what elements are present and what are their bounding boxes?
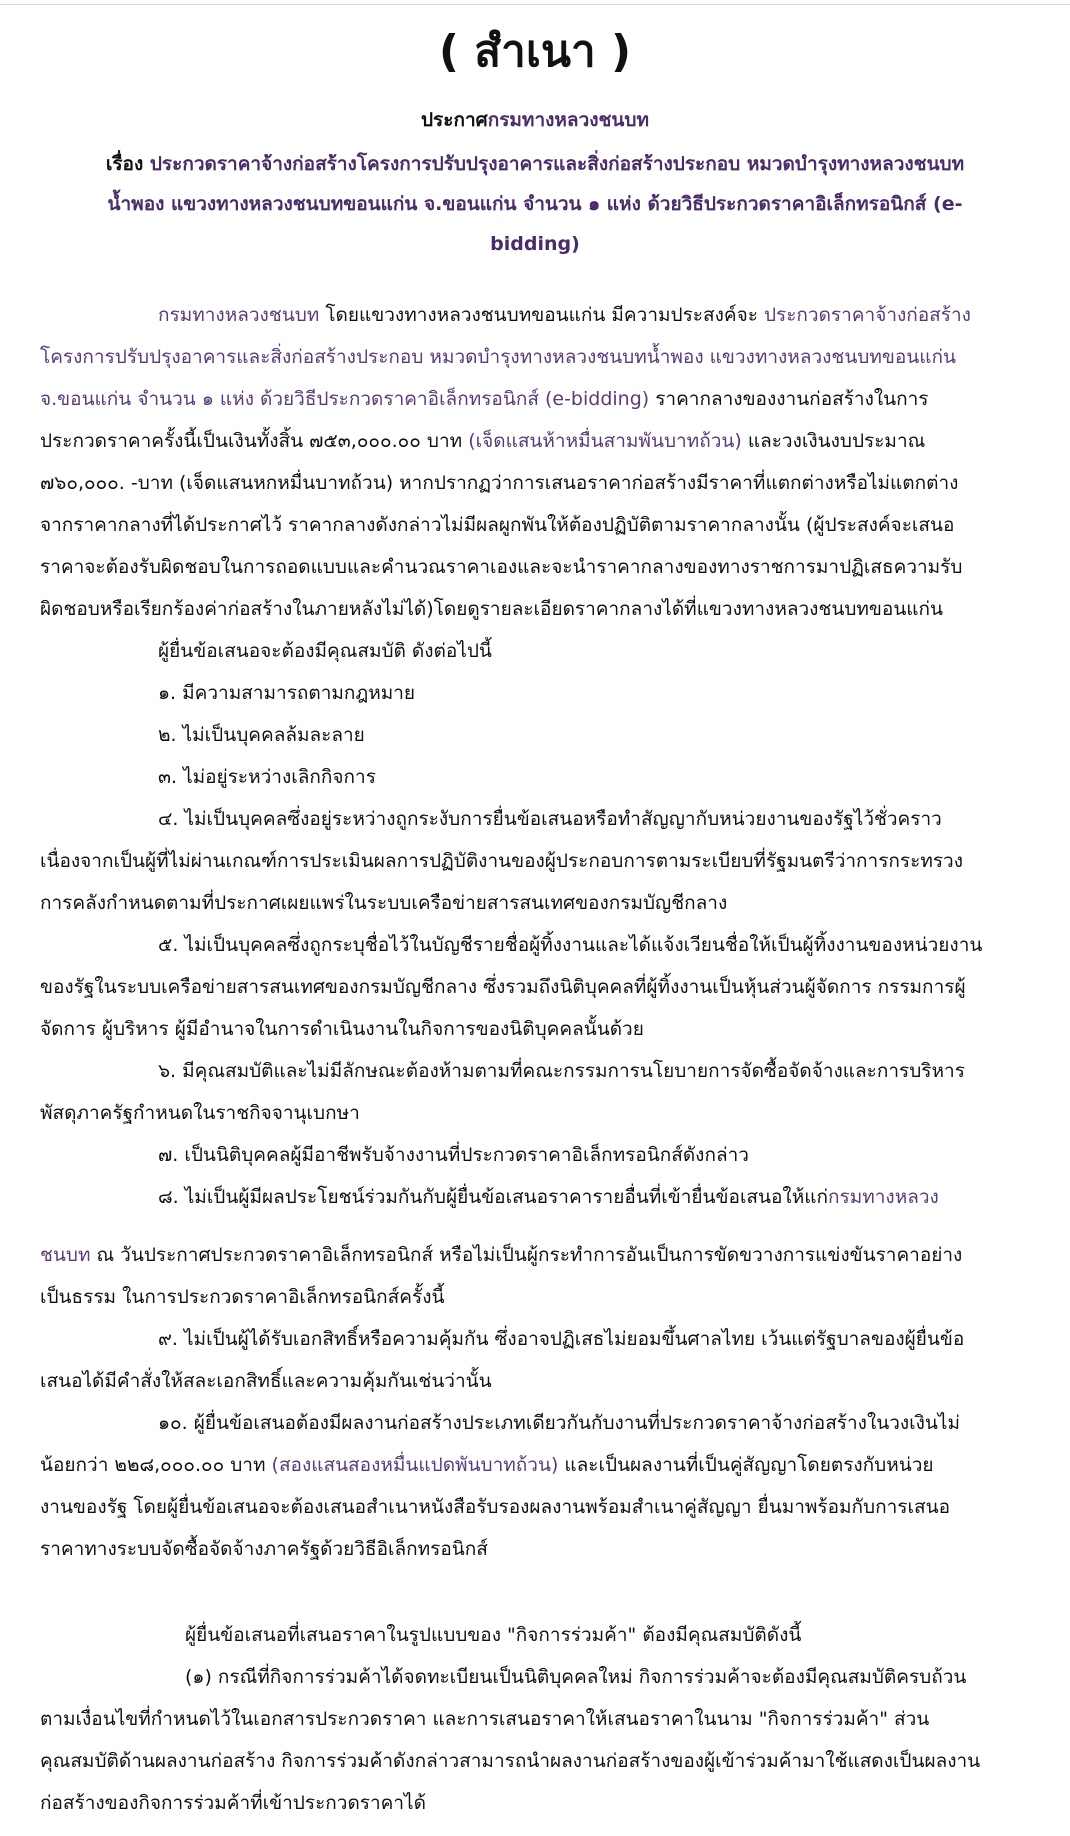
subject-line-1: เรื่อง ประกวดราคาจ้างก่อสร้างโครงการปรับปรุงอาคารและสิ่งก่อสร้างประกอบ หมวดบำรุงทางหลวงชนบท — [105, 153, 965, 175]
qualifications-lead: ผู้ยื่นข้อเสนอจะต้องมีคุณสมบัติ ดังต่อไปนี้ — [158, 640, 492, 662]
qualification-9-line-2: เสนอได้มีคำสั่งให้สละเอกสิทธิ์และความคุ้มกันเช่นว่านั้น — [40, 1370, 492, 1392]
announcement-heading — [40, 100, 1030, 140]
intro-line-3: จ.ขอนแก่น จำนวน ๑ แห่ง ด้วยวิธีประกวดราคาอิเล็กทรอนิกส์ (e-bidding) ราคากลางของงานก่อสร้างในการ — [40, 388, 929, 410]
subject-line-2: น้ำพอง แขวงทางหลวงชนบทขอนแก่น จ.ขอนแก่น จำนวน ๑ แห่ง ด้วยวิธีประกวดราคาอิเล็กทรอนิกส์ (e- — [107, 193, 963, 215]
qualification-6-line-1: ๖. มีคุณสมบัติและไม่มีลักษณะต้องห้ามตามที่คณะกรรมการนโยบายการจัดซื้อจัดจ้างและการบริหาร — [158, 1060, 965, 1082]
copy-label: ( สำเนา ) — [438, 26, 632, 77]
qualification-5-line-1: ๕. ไม่เป็นบุคคลซึ่งถูกระบุชื่อไว้ในบัญชีรายชื่อผู้ทิ้งงานและได้แจ้งเวียนชื่อให้เป็นผู้ทิ้งงานของหน่วยงาน — [158, 934, 983, 956]
qualification-5-line-3: จัดการ ผู้บริหาร ผู้มีอำนาจในการดำเนินงานในกิจการของนิติบุคคลนั้นด้วย — [40, 1018, 644, 1040]
intro-line-2: โครงการปรับปรุงอาคารและสิ่งก่อสร้างประกอบ หมวดบำรุงทางหลวงชนบทน้ำพอง แขวงทางหลวงชนบทขอนแก่น — [40, 346, 957, 368]
subject-label: เรื่อง — [105, 153, 144, 175]
announcer-prefix: ประกาศ — [420, 109, 488, 131]
joint-venture-1-line-3: คุณสมบัติด้านผลงานก่อสร้าง กิจการร่วมค้าดังกล่าวสามารถนำผลงานก่อสร้างของผู้เข้าร่วมค้ามาใช้แสดงเป็นผลงาน — [40, 1750, 981, 1772]
qualification-8-line-1: ๘. ไม่เป็นผู้มีผลประโยชน์ร่วมกันกับผู้ยื่นข้อเสนอราคารายอื่นที่เข้ายื่นข้อเสนอให้แก่กรมทางหลวง — [158, 1186, 939, 1208]
qualification-4-line-1: ๔. ไม่เป็นบุคคลซึ่งอยู่ระหว่างถูกระงับการยื่นข้อเสนอหรือทำสัญญากับหน่วยงานของรัฐไว้ชั่วคราว — [158, 808, 942, 830]
intro-line-8: ผิดชอบหรือเรียกร้องค่าก่อสร้างในภายหลังไม่ได้)โดยดูรายละเอียดราคากลางได้ที่แขวงทางหลวงชนบทขอนแก่น — [40, 598, 944, 620]
intro-line-1: กรมทางหลวงชนบท โดยแขวงทางหลวงชนบทขอนแก่น มีความประสงค์จะ ประกวดราคาจ้างก่อสร้าง — [158, 304, 971, 326]
announcer-name: กรมทางหลวงชนบท — [487, 109, 649, 131]
qualification-10-line-3: งานของรัฐ โดยผู้ยื่นข้อเสนอจะต้องเสนอสำเนาหนังสือรับรองผลงานพร้อมสำเนาคู่สัญญา ยื่นมาพร้อมกับการเสนอ — [40, 1496, 950, 1518]
qualification-8-line-3: เป็นธรรม ในการประกวดราคาอิเล็กทรอนิกส์ครั้งนี้ — [40, 1286, 445, 1308]
qualification-5-line-2: ของรัฐในระบบเครือข่ายสารสนเทศของกรมบัญชีกลาง ซึ่งรวมถึงนิติบุคคลที่ผู้ทิ้งงานเป็นหุ้นส่วนผู้จัดการ กรรมการผู้ — [40, 976, 966, 998]
qualification-4-line-2: เนื่องจากเป็นผู้ที่ไม่ผ่านเกณฑ์การประเมินผลการปฏิบัติงานของผู้ประกอบการตามระเบียบที่รัฐมนตรีว่าการกระทรวง — [40, 850, 964, 872]
joint-venture-1-line-2: ตามเงื่อนไขที่กำหนดไว้ในเอกสารประกวดราคา และการเสนอราคาให้เสนอราคาในนาม "กิจการร่วมค้า" ส่วน — [40, 1708, 930, 1730]
qualification-4-line-3: การคลังกำหนดตามที่ประกาศเผยแพร่ในระบบเครือข่ายสารสนเทศของกรมบัญชีกลาง — [40, 892, 728, 914]
joint-venture-lead: ผู้ยื่นข้อเสนอที่เสนอราคาในรูปแบบของ "กิจการร่วมค้า" ต้องมีคุณสมบัติดังนี้ — [185, 1624, 802, 1646]
qualification-7: ๗. เป็นนิติบุคคลผู้มีอาชีพรับจ้างงานที่ประกวดราคาอิเล็กทรอนิกส์ดังกล่าว — [158, 1144, 749, 1166]
qualification-10-line-1: ๑๐. ผู้ยื่นข้อเสนอต้องมีผลงานก่อสร้างประเภทเดียวกันกับงานที่ประกวดราคาจ้างก่อสร้างในวงเงินไม่ — [158, 1412, 960, 1434]
intro-line-6: จากราคากลางที่ได้ประกาศไว้ ราคากลางดังกล่าวไม่มีผลผูกพันให้ต้องปฏิบัติตามราคากลางนั้น (ผู้ประสงค์จะเสนอ — [40, 514, 955, 536]
qualification-1: ๑. มีความสามารถตามกฎหมาย — [158, 682, 416, 704]
qualification-10-line-4: ราคาทางระบบจัดซื้อจัดจ้างภาครัฐด้วยวิธีอิเล็กทรอนิกส์ — [40, 1538, 488, 1560]
joint-venture-1-line-1: (๑) กรณีที่กิจการร่วมค้าได้จดทะเบียนเป็นนิติบุคคลใหม่ กิจการร่วมค้าจะต้องมีคุณสมบัติครบถ้วน — [185, 1666, 967, 1688]
joint-venture-1-line-4: ก่อสร้างของกิจการร่วมค้าที่เข้าประกวดราคาได้ — [40, 1792, 426, 1814]
qualification-2: ๒. ไม่เป็นบุคคลล้มละลาย — [158, 724, 365, 746]
qualification-8-line-2: ชนบท ณ วันประกาศประกวดราคาอิเล็กทรอนิกส์ หรือไม่เป็นผู้กระทำการอันเป็นการขัดขวางการแข่งขันราคาอย่าง — [40, 1244, 963, 1266]
qualification-10-line-2: น้อยกว่า ๒๒๘,๐๐๐.๐๐ บาท (สองแสนสองหมื่นแปดพันบาทถ้วน) และเป็นผลงานที่เป็นคู่สัญญาโดยตรงกับหน่วย — [40, 1454, 934, 1476]
intro-line-7: ราคาจะต้องรับผิดชอบในการถอดแบบและคำนวณราคาเองและจะนำราคากลางของทางราชการมาปฏิเสธความรับ — [40, 556, 963, 578]
subject-line-3: bidding) — [490, 233, 580, 255]
qualification-9-line-1: ๙. ไม่เป็นผู้ได้รับเอกสิทธิ์หรือความคุ้มกัน ซึ่งอาจปฏิเสธไม่ยอมขึ้นศาลไทย เว้นแต่รัฐบาลของผู้ยื่นข้อ — [158, 1328, 965, 1350]
intro-line-5: ๗๖๐,๐๐๐. -บาท (เจ็ดแสนหกหมื่นบาทถ้วน) หากปรากฏว่าการเสนอราคาก่อสร้างมีราคาที่แตกต่างหรือไม่แตกต่าง — [40, 472, 959, 494]
top-divider — [0, 4, 1070, 5]
qualification-3: ๓. ไม่อยู่ระหว่างเลิกกิจการ — [158, 766, 376, 788]
intro-line-4: ประกวดราคาครั้งนี้เป็นเงินทั้งสิ้น ๗๕๓,๐๐๐.๐๐ บาท (เจ็ดแสนห้าหมื่นสามพันบาทถ้วน) และวงเงินงบประมาณ — [40, 430, 926, 452]
qualification-6-line-2: พัสดุภาครัฐกำหนดในราชกิจจานุเบกษา — [40, 1102, 360, 1124]
